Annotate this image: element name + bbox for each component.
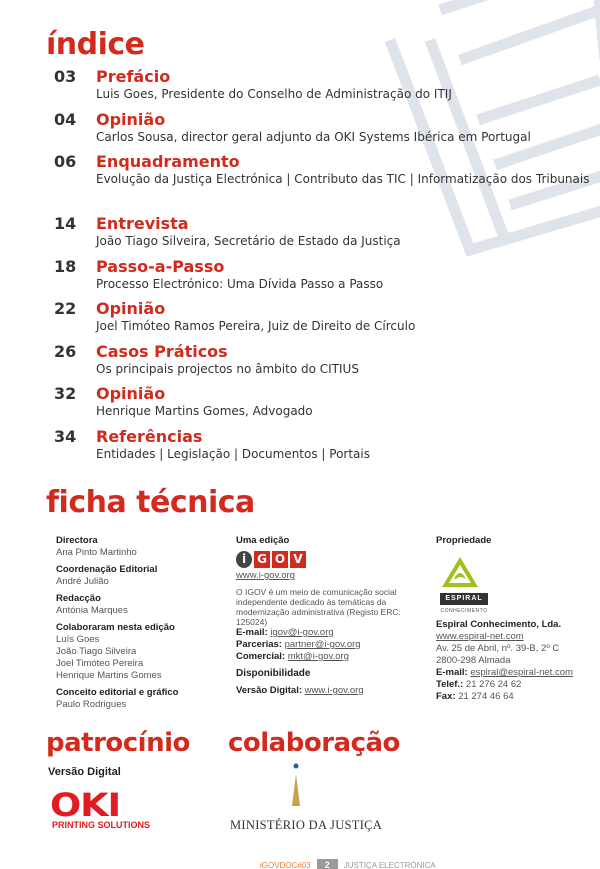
toc-title: Prefácio <box>96 67 171 86</box>
toc-title: Opinião <box>96 384 166 403</box>
toc-description: Os principais projectos no âmbito do CITIUS <box>96 362 359 376</box>
page-number: 2 <box>317 859 338 869</box>
toc-page-number: 18 <box>54 257 77 276</box>
credit-label: Coordenação Editorial <box>56 564 158 575</box>
page-footer <box>260 858 436 869</box>
partner-email-link[interactable]: partner@i-gov.org <box>284 639 361 650</box>
digital-version-link[interactable]: www.i-gov.org <box>304 685 364 696</box>
oki-logo: OKI <box>50 786 121 824</box>
credit-label: Colaboraram nesta edição <box>56 622 175 633</box>
toc-description: Luis Goes, Presidente do Conselho de Administração do ITIJ <box>96 87 452 101</box>
index-heading: índice <box>46 27 145 62</box>
toc-page-number: 14 <box>54 214 77 233</box>
toc-page-number: 32 <box>54 384 77 403</box>
toc-page-number: 06 <box>54 152 77 171</box>
toc-page-number: 22 <box>54 299 77 318</box>
credit-label: Conceito editorial e gráfico <box>56 687 179 698</box>
collaboration-heading: colaboração <box>228 728 400 758</box>
credit-value: Antónia Marques <box>56 605 128 616</box>
phone-number: 21 276 24 62 <box>465 679 522 690</box>
company-name: Espiral Conhecimento, Lda. <box>436 619 562 630</box>
ministry-emblem-icon <box>286 762 306 812</box>
toc-description: Evolução da Justiça Electrónica | Contributo das TIC | Informatização dos Tribunais <box>96 172 590 186</box>
igov-description: O IGOV é um meio de comunicação social independente dedicado às temáticas da modernização administrativa (Registo ERC: 125024) <box>236 587 401 627</box>
credits-column <box>56 535 226 711</box>
availability-label: Disponibilidade <box>236 668 311 679</box>
ministry-logo-text: MINISTÉRIO DA JUSTIÇA <box>230 818 383 832</box>
edition-column: Uma edição i G O V www.i-gov.org O IGOV é um meio de comunicação social independente dedicado às temáticas da modernização administrativa (Registo ERC: 125024) E-mail: igov@i-gov.org Parcerias: partner@i-gov.org Comercial: mkt@i-gov.org Disponibilidade Versão Digital: www.i-gov.org <box>236 535 411 697</box>
toc-title: Opinião <box>96 299 166 318</box>
toc-description: Processo Electrónico: Uma Dívida Passo a Passo <box>96 277 384 291</box>
fax-number: 21 274 46 64 <box>458 691 514 702</box>
credit-value: André Julião <box>56 576 109 587</box>
footer-section: JUSTIÇA ELECTRÓNICA <box>343 860 436 869</box>
sponsorship-heading: patrocínio <box>46 728 190 758</box>
property-column: Propriedade ESPIRAL CONHECIMENTO Espiral Conhecimento, Lda. www.espiral-net.com Av. 25 de Abril, nº. 39-B, 2º C 2800-298 Almada E-mail: espiral@espiral-net.com Telef.: 21 276 24 62 Fax: 21 274 46 64 <box>436 535 596 703</box>
credit-value: Joel Timóteo Pereira <box>56 658 144 669</box>
toc-page-number: 26 <box>54 342 77 361</box>
espiral-icon <box>440 555 480 589</box>
toc-page-number: 04 <box>54 110 77 129</box>
toc-description: Henrique Martins Gomes, Advogado <box>96 404 313 418</box>
toc-title: Passo-a-Passo <box>96 257 225 276</box>
sponsor-subtitle: Versão Digital <box>48 766 121 778</box>
commercial-email-link[interactable]: mkt@i-gov.org <box>287 651 349 662</box>
toc-page-number: 03 <box>54 67 77 86</box>
toc-description: Entidades | Legislação | Documentos | Portais <box>96 447 370 461</box>
espiral-email-link[interactable]: espiral@espiral-net.com <box>470 667 573 678</box>
address-line: 2800-298 Almada <box>436 655 511 666</box>
igov-email-link[interactable]: igov@i-gov.org <box>270 627 334 638</box>
credit-label: Redacção <box>56 593 101 604</box>
igov-logo: i G O V <box>236 551 411 568</box>
credit-value: Luís Goes <box>56 634 100 645</box>
oki-logo-subtitle: PRINTING SOLUTIONS <box>52 820 151 830</box>
toc-description: João Tiago Silveira, Secretário de Estado da Justiça <box>96 234 401 248</box>
toc-title: Referências <box>96 427 203 446</box>
edition-label: Uma edição <box>236 535 290 546</box>
footer-brand: iGOVDOC#03 <box>260 860 311 869</box>
espiral-logo: ESPIRAL CONHECIMENTO <box>440 555 486 617</box>
toc-title: Enquadramento <box>96 152 240 171</box>
toc-page-number: 34 <box>54 427 77 446</box>
credit-value: João Tiago Silveira <box>56 646 137 657</box>
toc-title: Casos Práticos <box>96 342 228 361</box>
toc-description: Joel Timóteo Ramos Pereira, Juiz de Direito de Círculo <box>96 319 416 333</box>
toc-title: Entrevista <box>96 214 189 233</box>
ficha-tecnica-heading: ficha técnica <box>46 485 255 520</box>
credit-label: Directora <box>56 535 98 546</box>
toc-description: Carlos Sousa, director geral adjunto da OKI Systems Ibérica em Portugal <box>96 130 531 144</box>
credit-value: Ana Pinto Martinho <box>56 547 137 558</box>
espiral-website-link[interactable]: www.espiral-net.com <box>436 631 524 642</box>
toc-title: Opinião <box>96 110 166 129</box>
igov-website-link[interactable]: www.i-gov.org <box>236 570 295 581</box>
credit-value: Paulo Rodrigues <box>56 699 127 710</box>
address-line: Av. 25 de Abril, nº. 39-B, 2º C <box>436 643 560 654</box>
credit-value: Henrique Martins Gomes <box>56 670 162 681</box>
property-label: Propriedade <box>436 535 492 546</box>
